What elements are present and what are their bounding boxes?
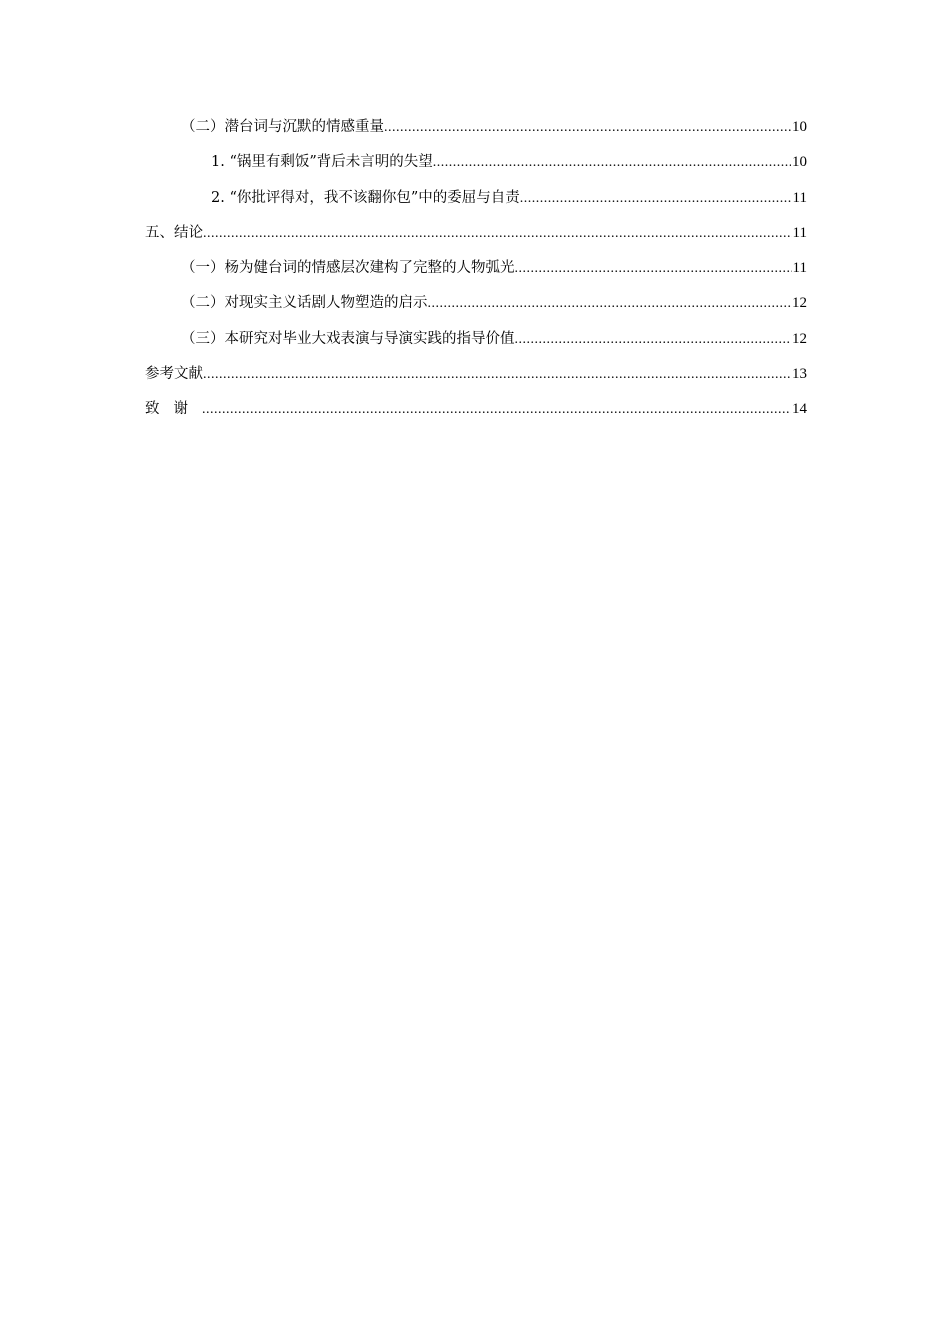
toc-dot-leader bbox=[384, 110, 791, 145]
toc-entry-leftover-rice[interactable] bbox=[145, 145, 807, 180]
toc-entry-title: 参考文献 bbox=[145, 366, 203, 383]
toc-dot-leader bbox=[433, 145, 791, 180]
toc-page-number: 12 bbox=[792, 295, 807, 312]
toc-entry-realism-insights[interactable] bbox=[145, 286, 807, 321]
toc-page-number: 10 bbox=[792, 119, 807, 135]
toc-entry-title: 致谢 bbox=[145, 401, 202, 418]
toc-entry-title: （二）对现实主义话剧人物塑造的启示 bbox=[181, 295, 428, 312]
toc-entry-title: （一）杨为健台词的情感层次建构了完整的人物弧光 bbox=[181, 260, 515, 277]
toc-entry-title: 五、结论 bbox=[145, 224, 203, 241]
toc-page-number: 11 bbox=[792, 260, 807, 277]
toc-entry-title: （三）本研究对毕业大戏表演与导演实践的指导价值 bbox=[181, 330, 515, 347]
toc-dot-leader bbox=[202, 392, 791, 427]
toc-entry-practice-value[interactable] bbox=[145, 322, 807, 357]
toc-entry-conclusion[interactable] bbox=[145, 216, 807, 251]
toc-page-number: 11 bbox=[792, 224, 807, 241]
toc-entry-title: （二）潜台词与沉默的情感重量 bbox=[181, 119, 384, 135]
table-of-contents bbox=[145, 110, 807, 428]
toc-dot-leader bbox=[520, 181, 792, 216]
toc-page-number: 14 bbox=[792, 401, 807, 418]
toc-page-number: 13 bbox=[792, 366, 807, 383]
toc-dot-leader bbox=[428, 286, 792, 321]
toc-dot-leader bbox=[515, 322, 792, 357]
toc-dot-leader bbox=[203, 216, 792, 251]
toc-entry-title: 2. “你批评得对，我不该翻你包”中的委屈与自责 bbox=[211, 189, 520, 206]
toc-page-number: 10 bbox=[792, 154, 807, 171]
toc-dot-leader bbox=[515, 251, 792, 286]
toc-entry-grievance-self-blame[interactable] bbox=[145, 181, 807, 216]
toc-page-number: 12 bbox=[792, 330, 807, 347]
toc-entry-character-arc[interactable] bbox=[145, 251, 807, 286]
toc-entry-subtext-silence[interactable] bbox=[145, 110, 807, 145]
toc-page-number: 11 bbox=[792, 189, 807, 206]
toc-entry-acknowledgements[interactable] bbox=[145, 392, 807, 427]
toc-entry-references[interactable] bbox=[145, 357, 807, 392]
toc-entry-title: 1. “锅里有剩饭”背后未言明的失望 bbox=[211, 154, 433, 171]
toc-dot-leader bbox=[203, 357, 791, 392]
